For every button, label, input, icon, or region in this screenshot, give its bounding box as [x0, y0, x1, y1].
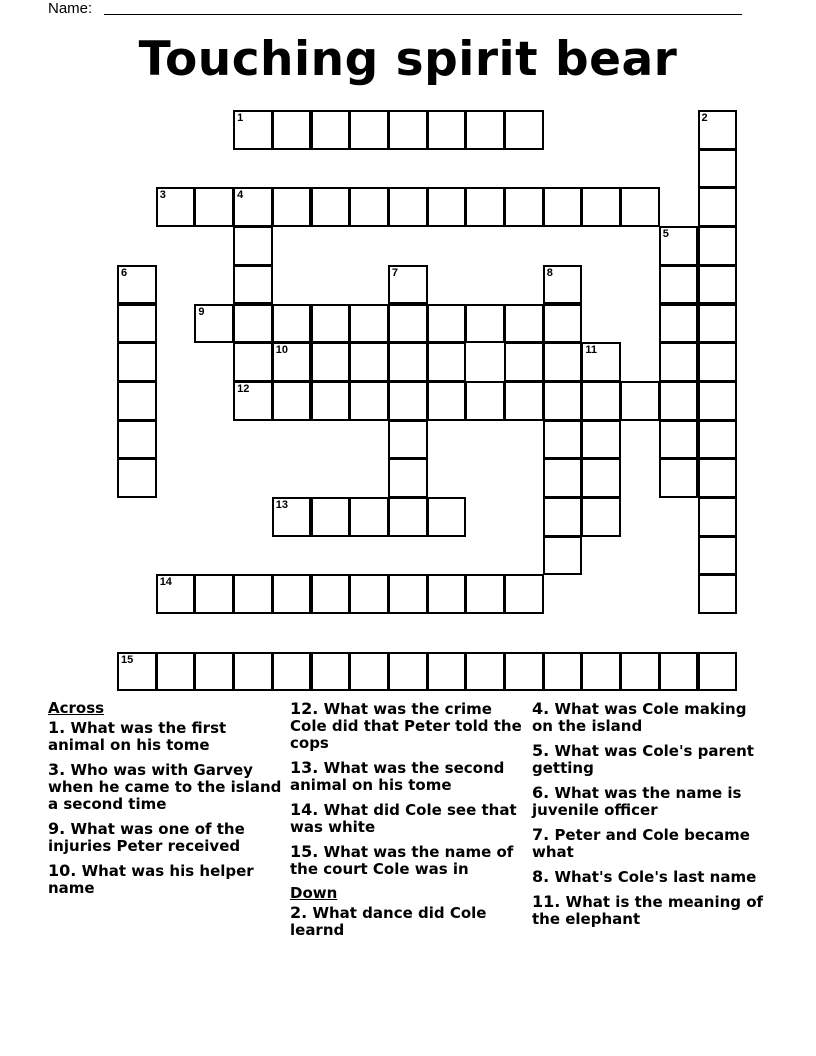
clue-number: 11 [585, 344, 598, 357]
clue-item [48, 719, 284, 754]
clue-item-number: 8. [532, 867, 550, 886]
crossword-cell[interactable] [543, 497, 583, 537]
crossword-cell[interactable] [698, 149, 738, 189]
crossword-cell[interactable] [117, 342, 157, 382]
crossword-cell[interactable] [465, 574, 505, 614]
crossword-cell[interactable] [427, 110, 467, 150]
crossword-cell[interactable] [504, 381, 544, 421]
clue-item [48, 761, 284, 813]
crossword-cell[interactable] [543, 342, 583, 382]
crossword-cell[interactable] [156, 574, 196, 614]
clue-item-number: 9. [48, 819, 66, 838]
clue-item [532, 700, 768, 735]
crossword-cell[interactable] [620, 381, 660, 421]
crossword-cell[interactable] [272, 652, 312, 692]
crossword-cell[interactable] [427, 187, 467, 227]
crossword-cell[interactable] [659, 420, 699, 460]
clue-item-number: 4. [532, 699, 550, 718]
crossword-cell[interactable] [272, 574, 312, 614]
crossword-cell[interactable] [233, 304, 273, 344]
crossword-cell[interactable] [388, 265, 428, 305]
crossword-cell[interactable] [388, 497, 428, 537]
crossword-cell[interactable] [427, 652, 467, 692]
clue-item-text: What was the name of the court Cole was in [290, 843, 514, 878]
crossword-cell[interactable] [388, 574, 428, 614]
clue-number: 1 [237, 112, 244, 124]
clue-number: 9 [198, 305, 205, 318]
crossword-cell[interactable] [504, 574, 544, 614]
crossword-cell[interactable] [388, 342, 428, 382]
crossword-cell[interactable] [659, 381, 699, 421]
clue-item-text: What was the second animal on his tome [290, 759, 505, 794]
page-title: Touching spirit bear [138, 32, 678, 87]
crossword-cell[interactable] [233, 652, 273, 692]
crossword-cell[interactable] [117, 304, 157, 344]
clue-item [532, 893, 768, 928]
clue-column-1 [48, 700, 284, 904]
crossword-cell[interactable] [698, 265, 738, 305]
clue-item [290, 904, 526, 939]
crossword-cell[interactable] [698, 187, 738, 227]
clue-item-text: What did Cole see that was white [290, 801, 517, 836]
crossword-cell[interactable] [504, 342, 544, 382]
crossword-cell[interactable] [233, 574, 273, 614]
clue-item-number: 6. [532, 783, 550, 802]
crossword-cell[interactable] [698, 226, 738, 266]
clue-number: 13 [275, 499, 289, 511]
crossword-cell[interactable] [465, 381, 505, 421]
clue-item-text: What was his helper name [48, 862, 254, 897]
clue-item-number: 11. [532, 892, 561, 911]
crossword-cell[interactable] [465, 652, 505, 692]
crossword-cell[interactable] [581, 187, 621, 227]
clue-item-number: 7. [532, 825, 550, 844]
crossword-cell[interactable] [349, 381, 389, 421]
crossword-cell[interactable] [388, 458, 428, 498]
crossword-cell[interactable] [388, 304, 428, 344]
clue-item-number: 12. [290, 699, 319, 718]
crossword-cell[interactable] [581, 652, 621, 692]
clue-number: 8 [546, 266, 553, 279]
crossword-cell[interactable] [117, 458, 157, 498]
crossword-cell[interactable] [698, 342, 738, 382]
crossword-cell[interactable] [698, 381, 738, 421]
clue-number: 6 [121, 266, 128, 279]
crossword-cell[interactable] [698, 304, 738, 344]
clue-item [48, 820, 284, 855]
crossword-cell[interactable] [543, 420, 583, 460]
crossword-cell[interactable] [427, 381, 467, 421]
crossword-cell[interactable] [427, 304, 467, 344]
clue-item [290, 843, 526, 878]
clue-item [290, 801, 526, 836]
crossword-cell[interactable] [233, 187, 273, 227]
clue-item-number: 2. [290, 903, 308, 922]
clue-item [532, 784, 768, 819]
crossword-cell[interactable] [698, 574, 738, 614]
crossword-cell[interactable] [465, 304, 505, 344]
clue-item-text: What is the meaning of the elephant [532, 893, 764, 928]
crossword-cell[interactable] [543, 536, 583, 576]
crossword-cell[interactable] [349, 110, 389, 150]
crossword-cell[interactable] [659, 304, 699, 344]
clue-item-number: 5. [532, 741, 550, 760]
crossword-cell[interactable] [659, 458, 699, 498]
crossword-cell[interactable] [388, 110, 428, 150]
crossword-cell[interactable] [659, 342, 699, 382]
clue-number: 15 [121, 653, 134, 666]
crossword-cell[interactable] [272, 342, 312, 382]
clue-number: 5 [662, 228, 669, 241]
crossword-cell[interactable] [427, 574, 467, 614]
crossword-cell[interactable] [311, 110, 351, 150]
crossword-cell[interactable] [311, 381, 351, 421]
crossword-cell[interactable] [272, 304, 312, 344]
clue-number: 3 [159, 189, 166, 202]
crossword-cell[interactable] [194, 652, 234, 692]
clue-number: 14 [159, 576, 172, 589]
crossword-cell[interactable] [543, 652, 583, 692]
name-label: Name: [48, 0, 93, 17]
clue-item-number: 3. [48, 760, 66, 779]
clue-item-text: What was the first animal on his tome [48, 719, 227, 754]
clue-item-text: What was the name is juvenile officer [532, 784, 742, 819]
crossword-cell[interactable] [156, 187, 196, 227]
across-heading: Across [48, 699, 105, 717]
crossword-cell[interactable] [543, 381, 583, 421]
clue-item-text: What was one of the injuries Peter received [48, 820, 245, 855]
crossword-cell[interactable] [233, 110, 273, 150]
crossword-cell[interactable] [311, 497, 351, 537]
clue-item-number: 10. [48, 861, 77, 880]
clue-number: 2 [701, 112, 708, 124]
crossword-cell[interactable] [504, 110, 544, 150]
crossword-cell[interactable] [272, 497, 312, 537]
clue-column-2 [290, 700, 526, 946]
crossword-cell[interactable] [581, 497, 621, 537]
crossword-cell[interactable] [349, 574, 389, 614]
clue-item [532, 868, 768, 886]
crossword-cell[interactable] [388, 420, 428, 460]
crossword-cell[interactable] [117, 420, 157, 460]
clue-item-number: 13. [290, 758, 319, 777]
crossword-cell[interactable] [543, 265, 583, 305]
crossword-cell[interactable] [620, 187, 660, 227]
crossword-cell[interactable] [504, 187, 544, 227]
clue-number: 7 [391, 266, 399, 279]
crossword-cell[interactable] [349, 497, 389, 537]
crossword-cell[interactable] [388, 381, 428, 421]
crossword-cell[interactable] [117, 652, 157, 692]
crossword-cell[interactable] [659, 265, 699, 305]
crossword-cell[interactable] [233, 265, 273, 305]
crossword-cell[interactable] [233, 342, 273, 382]
crossword-cell[interactable] [272, 381, 312, 421]
crossword-cell[interactable] [311, 574, 351, 614]
clue-item-text: What was Cole's parent getting [532, 742, 754, 777]
clue-item-number: 15. [290, 842, 319, 861]
crossword-cell[interactable] [543, 304, 583, 344]
crossword-cell[interactable] [388, 652, 428, 692]
crossword-cell[interactable] [194, 574, 234, 614]
crossword-cell[interactable] [465, 110, 505, 150]
crossword-cell[interactable] [581, 381, 621, 421]
crossword-cell[interactable] [698, 652, 738, 692]
clue-item-number: 1. [48, 718, 66, 737]
clue-item-number: 14. [290, 800, 319, 819]
crossword-cell[interactable] [156, 652, 196, 692]
crossword-cell[interactable] [349, 304, 389, 344]
clue-item [532, 742, 768, 777]
clue-item [290, 759, 526, 794]
crossword-cell[interactable] [698, 497, 738, 537]
crossword-cell[interactable] [581, 458, 621, 498]
crossword-cell[interactable] [504, 304, 544, 344]
clue-item [290, 700, 526, 752]
crossword-cell[interactable] [311, 304, 351, 344]
crossword-cell[interactable] [581, 420, 621, 460]
crossword-cell[interactable] [504, 652, 544, 692]
crossword-cell[interactable] [620, 652, 660, 692]
clue-item-text: Peter and Cole became what [532, 826, 750, 861]
clue-item-text: What dance did Cole learnd [290, 904, 487, 939]
crossword-cell[interactable] [659, 652, 699, 692]
clue-number: 10 [275, 344, 289, 357]
crossword-cell[interactable] [272, 187, 312, 227]
crossword-cell[interactable] [698, 110, 738, 150]
clue-item-text: What was Cole making on the island [532, 700, 747, 735]
crossword-cell[interactable] [388, 187, 428, 227]
crossword-cell[interactable] [311, 652, 351, 692]
crossword-cell[interactable] [349, 342, 389, 382]
clue-item [48, 862, 284, 897]
crossword-cell[interactable] [543, 458, 583, 498]
crossword-cell[interactable] [272, 110, 312, 150]
crossword-cell[interactable] [698, 536, 738, 576]
crossword-cell[interactable] [311, 342, 351, 382]
crossword-cell[interactable] [311, 187, 351, 227]
crossword-cell[interactable] [581, 342, 621, 382]
clue-item [532, 826, 768, 861]
crossword-cell[interactable] [233, 226, 273, 266]
clue-item-text: What was the crime Cole did that Peter told the cops [290, 700, 522, 752]
crossword-cell[interactable] [465, 187, 505, 227]
clue-number: 12 [237, 382, 250, 395]
down-heading: Down [290, 884, 338, 902]
crossword-cell[interactable] [543, 187, 583, 227]
crossword-cell[interactable] [233, 381, 273, 421]
clue-column-3 [532, 700, 768, 935]
clue-item-text: Who was with Garvey when he came to the island a second time [48, 761, 282, 813]
crossword-cell[interactable] [698, 458, 738, 498]
crossword-cell[interactable] [349, 652, 389, 692]
crossword-cell[interactable] [427, 497, 467, 537]
crossword-cell[interactable] [427, 342, 467, 382]
clue-number: 4 [237, 189, 244, 202]
crossword-cell[interactable] [349, 187, 389, 227]
crossword-cell[interactable] [117, 265, 157, 305]
crossword-cell[interactable] [194, 187, 234, 227]
crossword-cell[interactable] [117, 381, 157, 421]
crossword-cell[interactable] [698, 420, 738, 460]
crossword-cell[interactable] [659, 226, 699, 266]
clue-item-text: What's Cole's last name [549, 868, 757, 886]
crossword-cell[interactable] [194, 304, 234, 344]
